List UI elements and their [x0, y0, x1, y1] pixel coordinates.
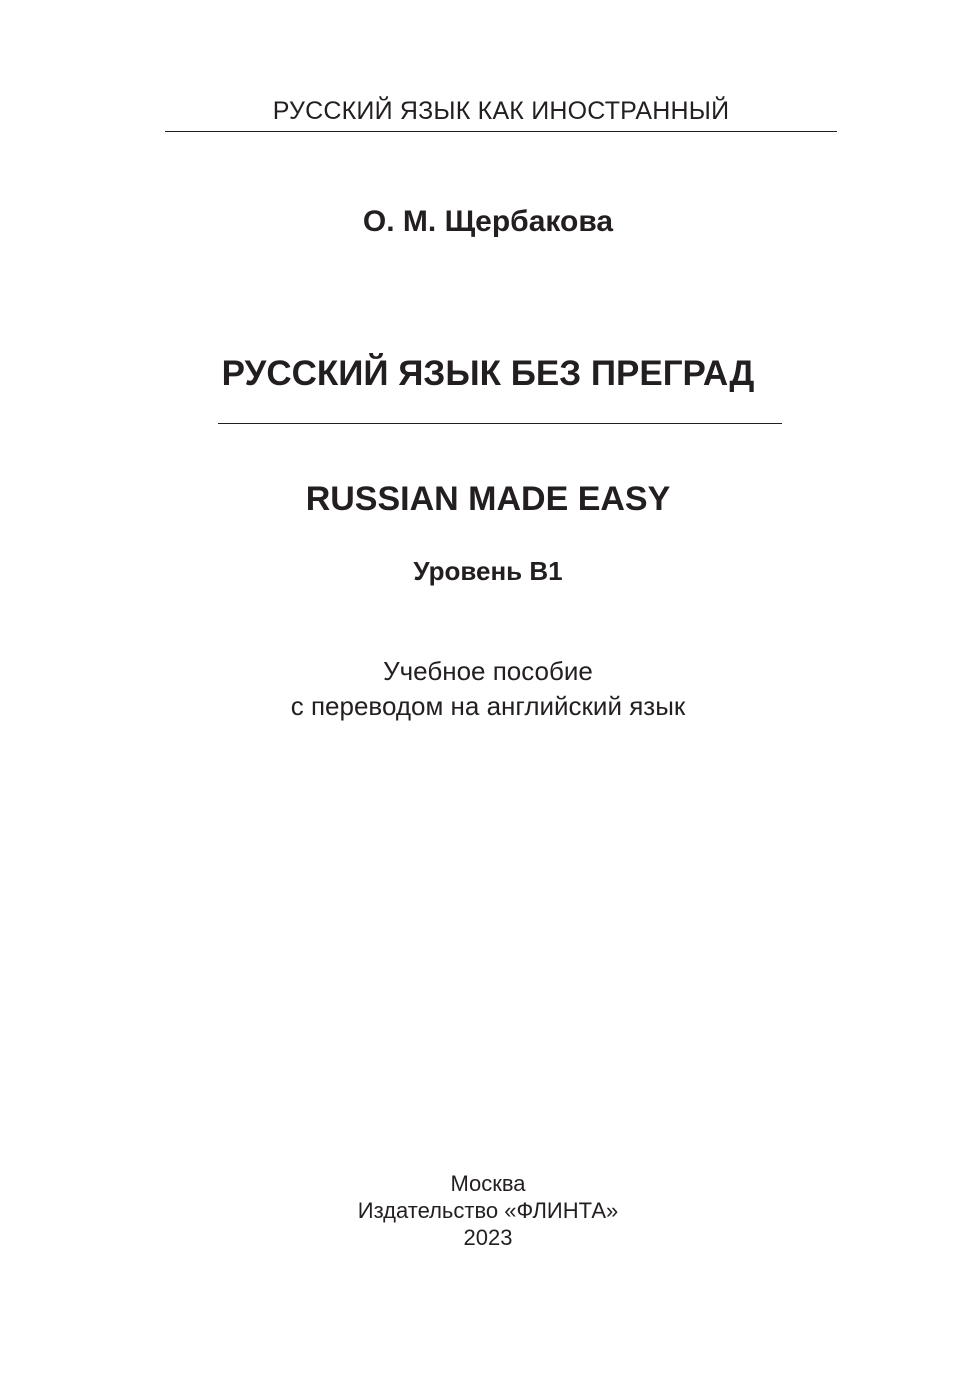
author-name: О. М. Щербакова	[362, 205, 614, 238]
series-divider	[165, 131, 837, 132]
imprint	[0, 1170, 976, 1251]
title-divider	[218, 423, 782, 424]
title-english: RUSSIAN MADE EASY	[305, 480, 671, 518]
level-label: Уровень В1	[413, 556, 563, 586]
imprint-publisher: Издательство «ФЛИНТА»	[357, 1198, 619, 1223]
genre-line-2: с переводом на английский язык	[290, 691, 686, 721]
imprint-city: Москва	[450, 1171, 526, 1196]
series-heading: РУССКИЙ ЯЗЫК КАК ИНОСТРАННЫЙ	[272, 97, 730, 125]
imprint-year: 2023	[463, 1225, 513, 1250]
title-russian: РУССКИЙ ЯЗЫК БЕЗ ПРЕГРАД	[221, 354, 755, 393]
genre-line-1: Учебное пособие	[383, 656, 593, 686]
genre-description	[0, 654, 976, 724]
